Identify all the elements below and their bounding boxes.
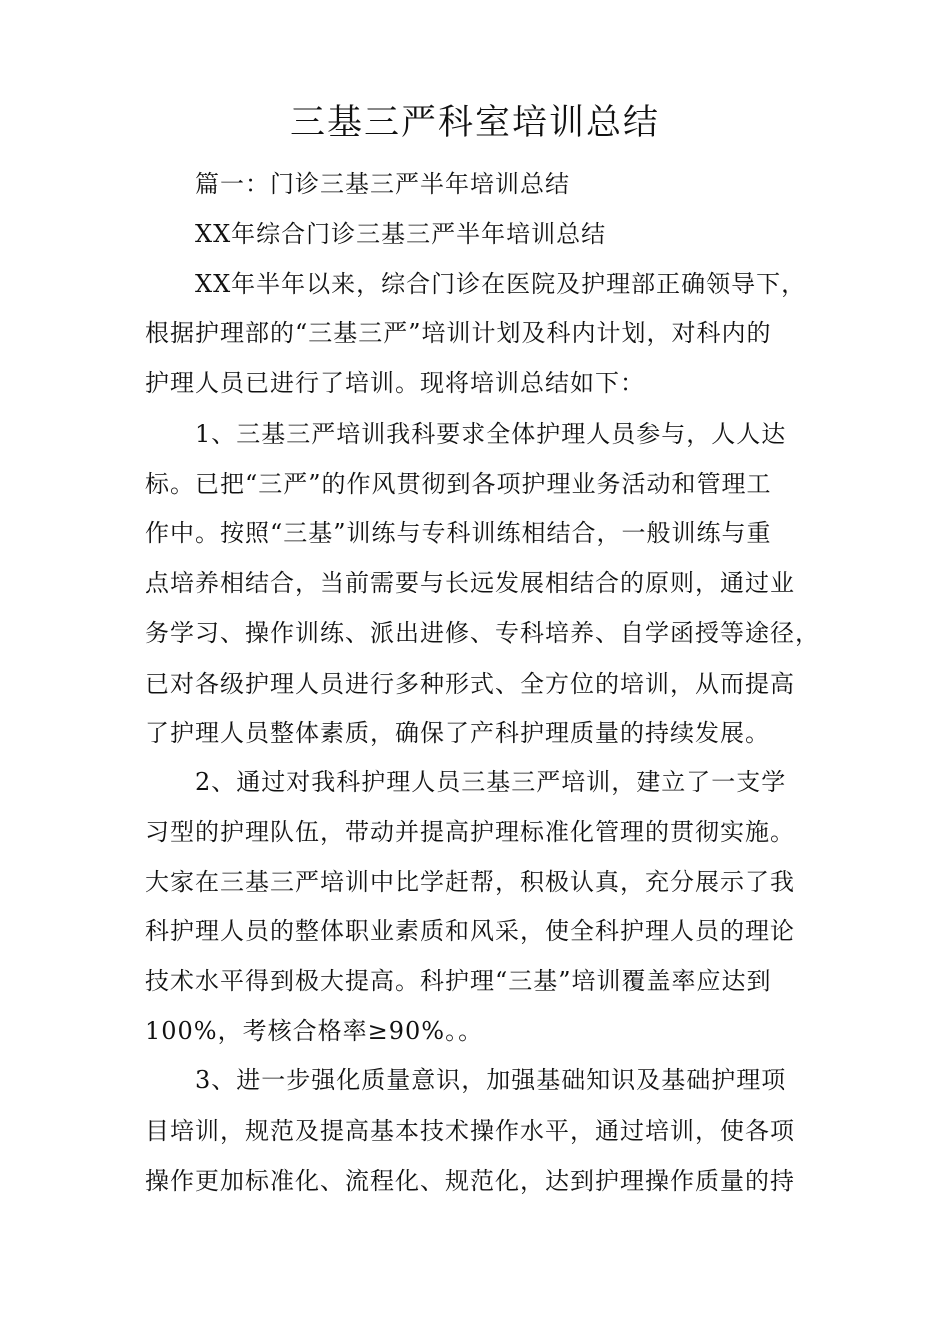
text-line: 大家在三基三严培训中比学赶帮，积极认真，充分展示了我 xyxy=(145,868,795,896)
text-line: 科护理人员的整体职业素质和风采，使全科护理人员的理论 xyxy=(145,917,795,945)
text-line: 操作更加标准化、流程化、规范化，达到护理操作质量的持 xyxy=(145,1167,795,1195)
text-line: 根据护理部的“三基三严”培训计划及科内计划，对科内的 xyxy=(145,319,772,347)
text-line: 护理人员已进行了培训。现将培训总结如下： xyxy=(145,369,645,397)
text-line: 技术水平得到极大提高。科护理“三基”培训覆盖率应达到 xyxy=(145,967,772,995)
text-line: XX年半年以来，综合门诊在医院及护理部正确领导下， xyxy=(195,270,807,298)
text-line: 标。已把“三严”的作风贯彻到各项护理业务活动和管理工 xyxy=(145,470,772,498)
text-line: 2、通过对我科护理人员三基三严培训，建立了一支学 xyxy=(195,768,787,796)
document-title: 三基三严科室培训总结 xyxy=(289,103,660,143)
text-line: 作中。按照“三基”训练与专科训练相结合，一般训练与重 xyxy=(145,519,772,547)
text-line: 1、三基三严培训我科要求全体护理人员参与，人人达 xyxy=(195,420,787,448)
text-line: XX年综合门诊三基三严半年培训总结 xyxy=(195,220,607,248)
text-line: 目培训，规范及提高基本技术操作水平，通过培训，使各项 xyxy=(145,1117,795,1145)
text-line: 100%，考核合格率≥90%。。 xyxy=(145,1017,484,1045)
text-line: 3、进一步强化质量意识，加强基础知识及基础护理项 xyxy=(195,1066,787,1094)
text-line: 篇一：门诊三基三严半年培训总结 xyxy=(195,170,570,198)
text-line: 务学习、操作训练、派出进修、专科培养、自学函授等途径， xyxy=(145,619,820,647)
text-line: 点培养相结合，当前需要与长远发展相结合的原则，通过业 xyxy=(145,569,795,597)
text-line: 了护理人员整体素质，确保了产科护理质量的持续发展。 xyxy=(145,719,770,747)
text-line: 已对各级护理人员进行多种形式、全方位的培训，从而提高 xyxy=(145,670,795,698)
text-line: 习型的护理队伍，带动并提高护理标准化管理的贯彻实施。 xyxy=(145,818,795,846)
